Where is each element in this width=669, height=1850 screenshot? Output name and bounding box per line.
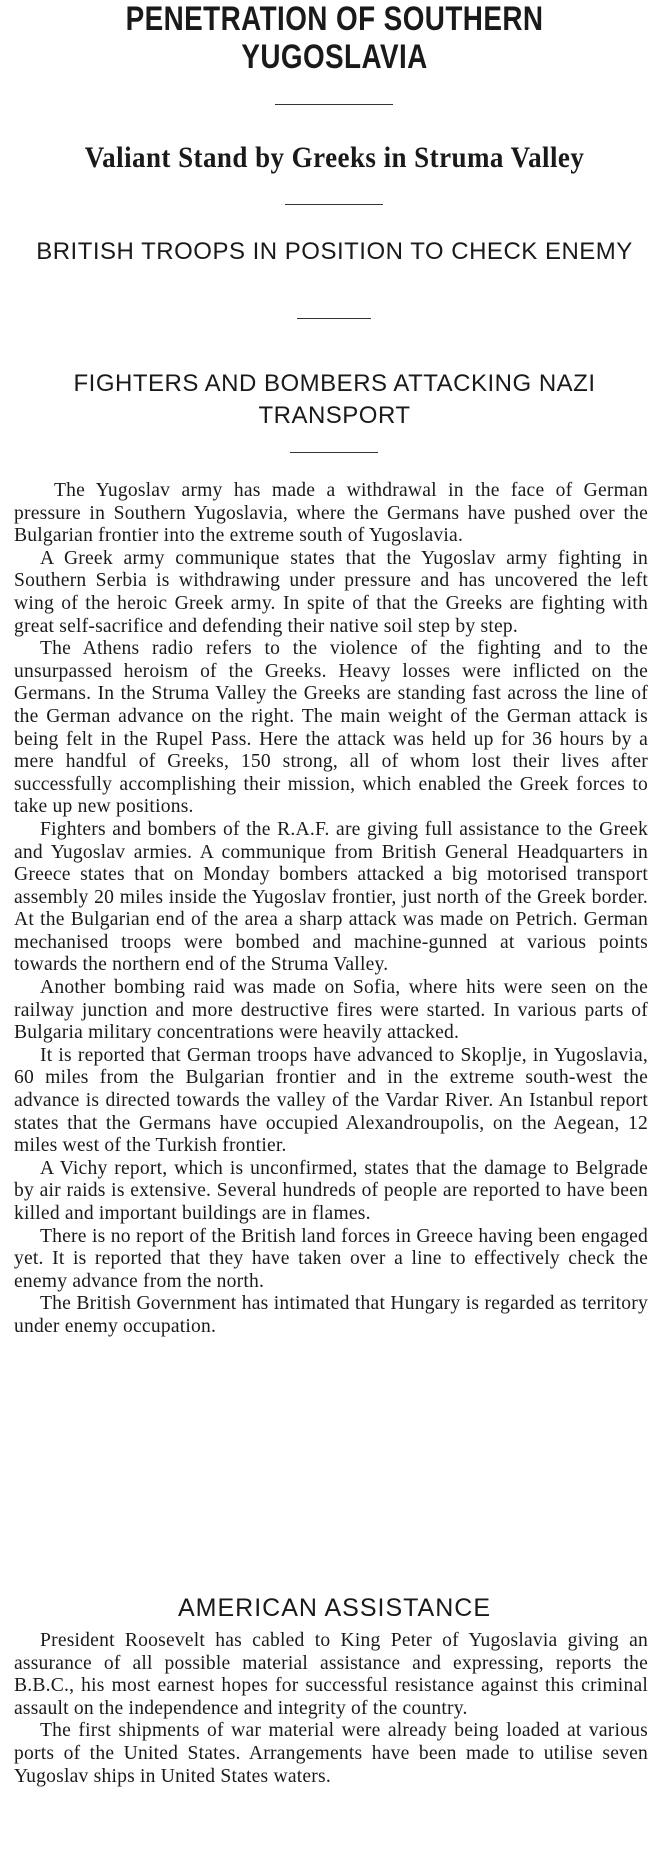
subheadline: Valiant Stand by Greeks in Struma Valley xyxy=(84,141,585,174)
section-heading: AMERICAN ASSISTANCE xyxy=(177,1594,492,1622)
section-paragraph: President Roosevelt has cabled to King Peter of Yugoslavia giving an assurance of all possible material assistance and expressing, reports the B.B.C., his most earnest hopes for successful resistance against this criminal assault on the independence and integrity of the country. xyxy=(14,1630,648,1719)
deck-fighters-bombers: FIGHTERS AND BOMBERS ATTACKING NAZI TRANSPORT xyxy=(73,370,596,429)
article-paragraph: A Greek army communique states that the Yugoslav army fighting in Southern Serbia is withdrawing under pressure and has uncovered the left wing of the heroic Greek army. In spite of that the Greeks are fighting with great self-sacrifice and defending their native soil step by step. xyxy=(14,547,648,637)
article-paragraph: The British Government has intimated that Hungary is regarded as territory under enemy occupation. xyxy=(14,1293,648,1337)
headline-rule xyxy=(275,104,393,105)
article-paragraph: There is no report of the British land forces in Greece having been engaged yet. It is reported that they have taken over a line to effectively check the enemy advance from the north. xyxy=(14,1225,648,1292)
section-body xyxy=(14,1630,648,1788)
article-paragraph: Another bombing raid was made on Sofia, where hits were seen on the railway junction and more destructive fires were started. In various parts of Bulgaria military concentrations were heavily attacked. xyxy=(14,977,648,1044)
article-paragraph: The Yugoslav army has made a withdrawal in the face of German pressure in Southern Yugoslavia, where the Germans have pushed over the Bulgarian frontier into the extreme south of Yugoslavia. xyxy=(14,480,648,547)
article-body xyxy=(14,480,648,1339)
article-paragraph: It is reported that German troops have advanced to Skoplje, in Yugoslavia, 60 miles from the Bulgarian frontier and in the extreme south-west the advance is directed towards the valley of the Vardar River. An Istanbul report states that the Germans have occupied Alexandroupolis, on the Aegean, 12 miles west of the Turkish frontier. xyxy=(14,1044,648,1157)
headline-line-1: PENETRATION OF SOUTHERN xyxy=(125,0,544,38)
article-paragraph: The Athens radio refers to the violence of the fighting and to the unsurpassed heroism of the Greeks. Heavy losses were inflicted on the Germans. In the Struma Valley the Greeks are standing fast across the line of the German advance on the right. The main weight of the German attack is being felt in the Rupel Pass. Here the attack was held up for 36 hours by a mere handful of Greeks, 150 strong, all of whom lost their lives after successfully accomplishing their mission, which enabled the Greek forces to take up new positions. xyxy=(14,638,648,818)
section-paragraph: The first shipments of war material were already being loaded at various ports of the United States. Arrangements have been made to utilise seven Yugoslav ships in United States waters. xyxy=(14,1720,648,1787)
article-paragraph: A Vichy report, which is unconfirmed, states that the damage to Belgrade by air raids is extensive. Several hundreds of people are reported to have been killed and important buildings are in flames. xyxy=(14,1157,648,1224)
headline-line-2: YUGOSLAVIA xyxy=(241,38,428,76)
headline xyxy=(60,0,609,76)
deck-british-troops: BRITISH TROOPS IN POSITION TO CHECK ENEMY xyxy=(36,238,633,265)
deck2-rule xyxy=(290,452,378,453)
deck1-rule xyxy=(297,318,371,319)
subheadline-rule xyxy=(285,204,383,205)
article-paragraph: Fighters and bombers of the R.A.F. are giving full assistance to the Greek and Yugoslav armies. A communique from British General Headquarters in Greece states that on Monday bombers attacked a big motorised transport assembly 20 miles inside the Yugoslav frontier, just north of the Greek border. At the Bulgarian end of the area a sharp attack was made on Petrich. German mechanised troops were bombed and machine-gunned at various points towards the northern end of the Struma Valley. xyxy=(14,818,648,976)
